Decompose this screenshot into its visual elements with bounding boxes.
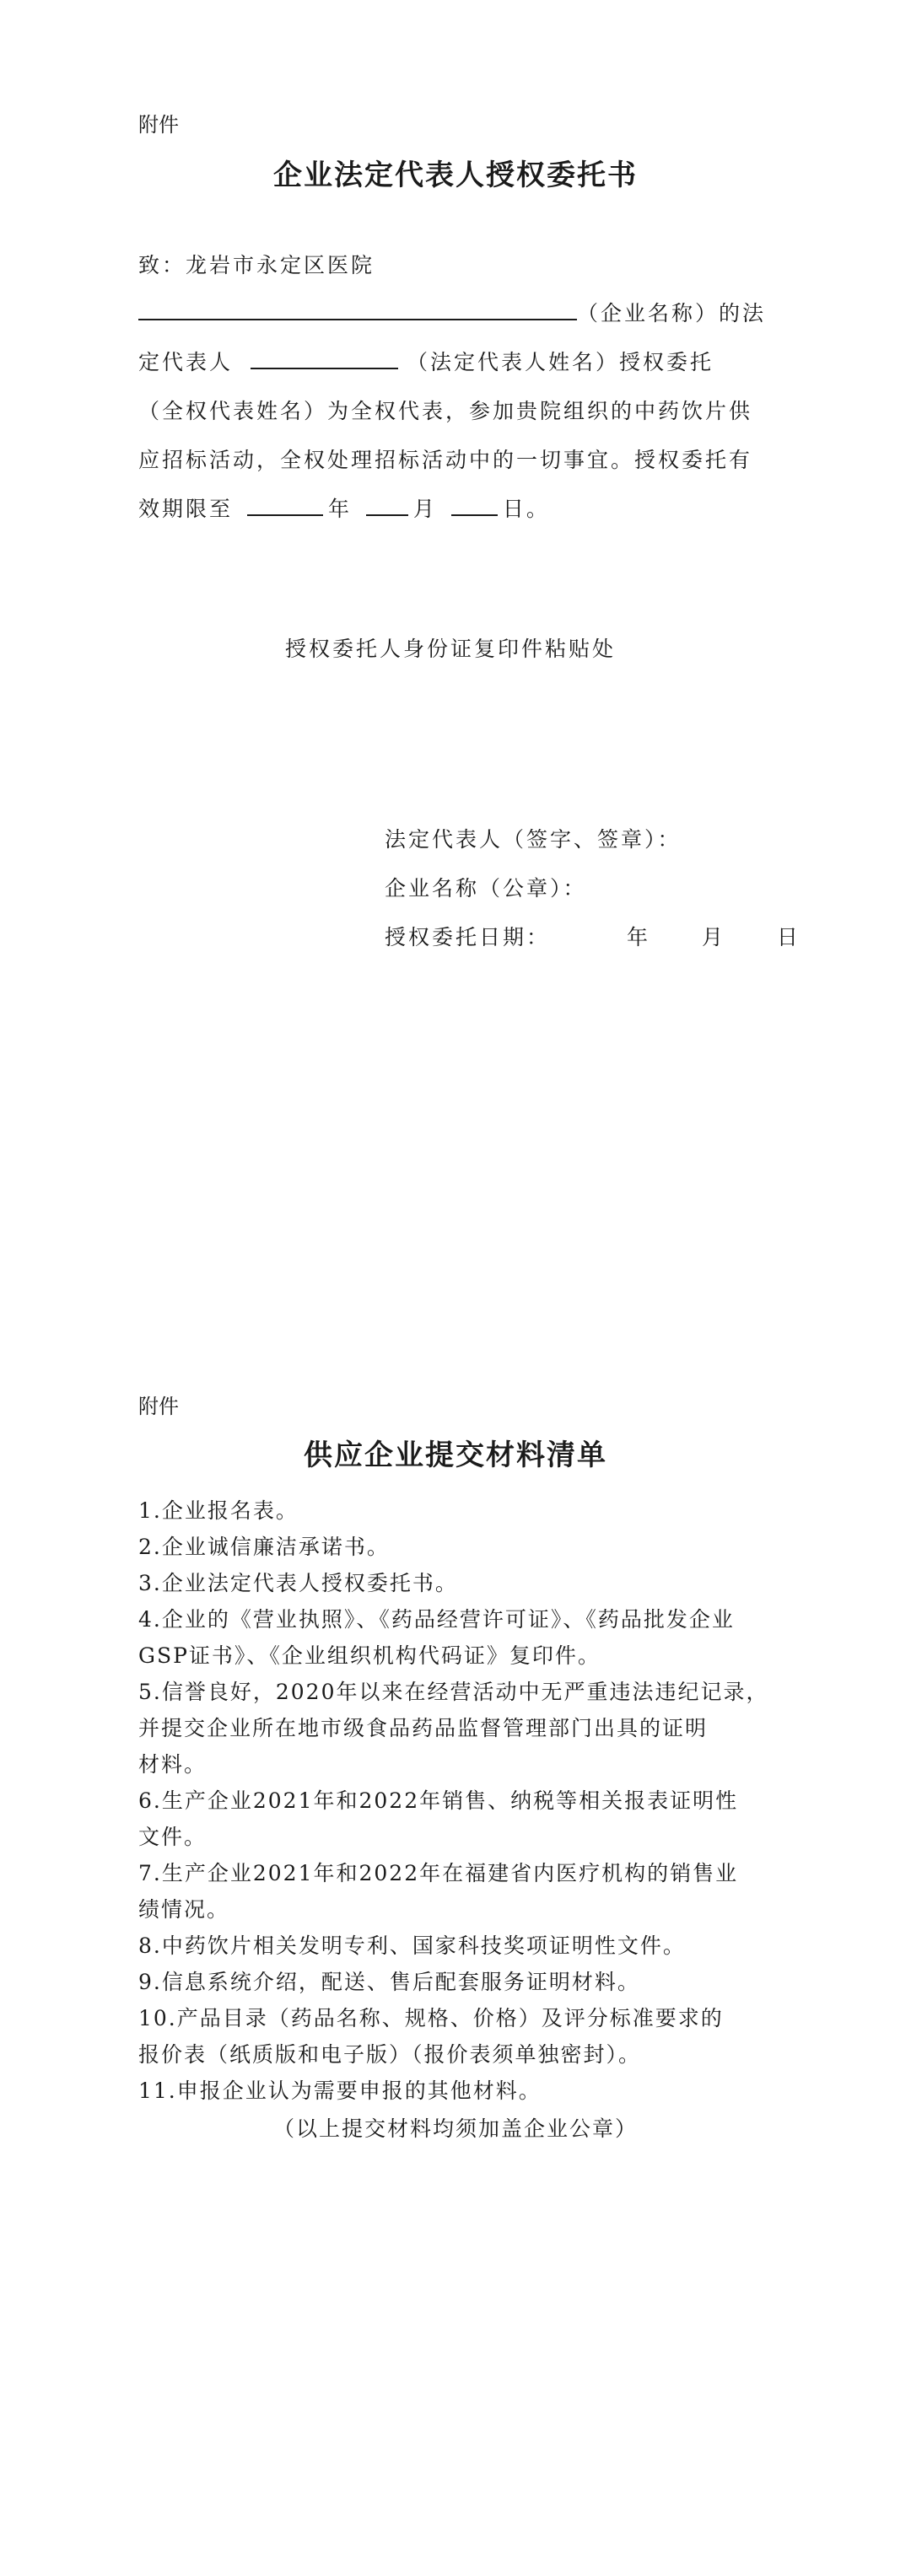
date-day: 日 [776, 925, 800, 949]
list-item: 5.信誉良好，2020年以来在经营活动中无严重违法违纪记录， [138, 1680, 769, 1704]
attachment-label: 附件 [138, 113, 179, 137]
validity-label: 效期限至 [138, 497, 234, 521]
list-item: 4.企业的《营业执照》、《药品经营许可证》、《药品批发企业 [138, 1607, 735, 1632]
paragraph-line-5 [138, 492, 550, 523]
date-month: 月 [701, 925, 725, 949]
year-label: 年 [327, 497, 352, 521]
company-name-blank[interactable] [138, 297, 577, 320]
list-item: GSP证书》、《企业组织机构代码证》复印件。 [138, 1643, 601, 1668]
legal-rep-signature: 法定代表人（签字、签章）： [385, 827, 682, 852]
paragraph-line-1 [138, 297, 766, 327]
month-blank[interactable] [366, 492, 408, 516]
list-item: 报价表（纸质版和电子版）（报价表须单独密封）。 [138, 2042, 642, 2067]
day-blank[interactable] [451, 492, 498, 516]
list-item: 10.产品目录（药品名称、规格、价格）及评分标准要求的 [138, 2006, 724, 2030]
list-item: 3.企业法定代表人授权委托书。 [138, 1571, 458, 1595]
page-title: 企业法定代表人授权委托书 [273, 159, 638, 192]
list-item: 并提交企业所在地市级食品药品监督管理部门出具的证明 [138, 1716, 709, 1740]
list-item: 6.生产企业2021年和2022年销售、纳税等相关报表证明性 [138, 1788, 739, 1813]
list-item: 材料。 [138, 1752, 208, 1777]
paragraph-text: （企业名称）的法 [577, 301, 767, 325]
date-label: 授权委托日期： [385, 925, 551, 949]
seal-requirement-note: （以上提交材料均须加盖企业公章） [272, 2116, 638, 2141]
list-item: 文件。 [138, 1825, 208, 1849]
date-year: 年 [626, 925, 650, 949]
list-item: 9.信息系统介绍，配送、售后配套服务证明材料。 [138, 1970, 640, 1994]
attachment-label: 附件 [138, 1395, 179, 1418]
paragraph-line-3: （全权代表姓名）为全权代表，参加贵院组织的中药饮片供 [138, 399, 753, 423]
day-label: 日。 [502, 497, 550, 521]
list-item: 1.企业报名表。 [138, 1498, 299, 1523]
page-title: 供应企业提交材料清单 [304, 1439, 607, 1472]
list-item: 7.生产企业2021年和2022年在福建省内医疗机构的销售业 [138, 1861, 739, 1885]
material-checklist-page [0, 1315, 911, 2576]
authorization-date [385, 921, 800, 951]
list-item: 2.企业诚信廉洁承诺书。 [138, 1535, 390, 1559]
paragraph-text: 定代表人 [138, 350, 234, 374]
paragraph-line-2 [138, 346, 714, 376]
id-copy-paste-area: 授权委托人身份证复印件粘贴处 [285, 637, 617, 661]
list-item: 8.中药饮片相关发明专利、国家科技奖项证明性文件。 [138, 1933, 686, 1958]
paragraph-text: （法定代表人姓名）授权委托 [406, 350, 714, 374]
company-seal: 企业名称（公章）： [385, 876, 587, 901]
recipient-line: 致：龙岩市永定区医院 [138, 253, 375, 277]
month-label: 月 [412, 497, 437, 521]
list-item: 绩情况。 [138, 1897, 230, 1922]
legal-rep-name-blank[interactable] [251, 346, 398, 369]
year-blank[interactable] [247, 492, 323, 516]
paragraph-line-4: 应招标活动，全权处理招标活动中的一切事宜。授权委托有 [138, 448, 753, 472]
list-item: 11.申报企业认为需要申报的其他材料。 [138, 2079, 542, 2103]
